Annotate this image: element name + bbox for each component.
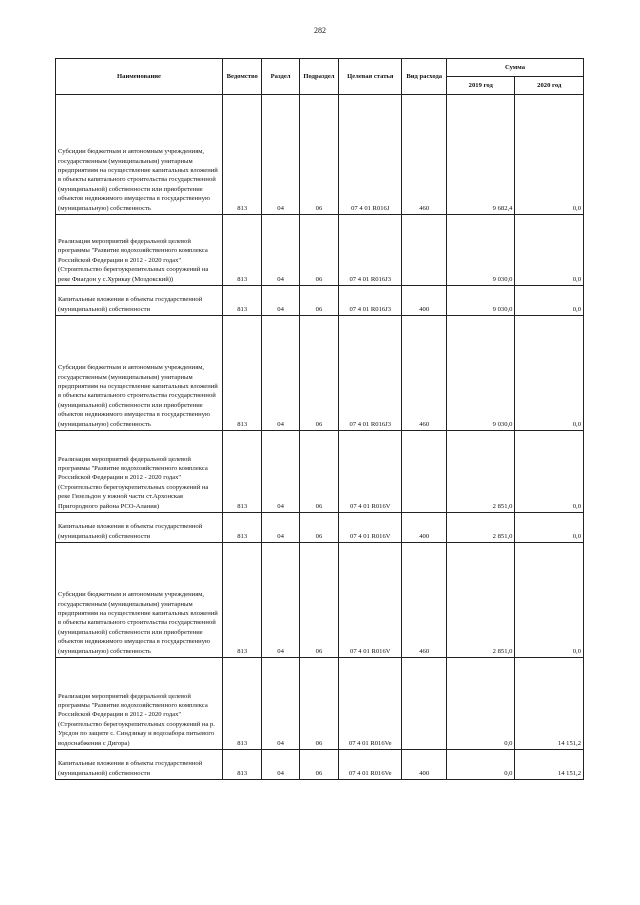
row-name: Реализация мероприятий федеральной целевой программы "Развитие водохозяйственного комплекса Российской Федерации в 2012 - 2020 годах" (Строительство берегоукрепительных сооружений на реке Гизельдон у южной части ст.Архонская Пригородного района РСО-Алания)	[56, 431, 223, 513]
row-sum-2020: 0,0	[515, 316, 584, 431]
row-department: 813	[223, 513, 262, 543]
row-sum-2020: 0,0	[515, 543, 584, 658]
row-target-item: 07 4 01 R016J3	[339, 215, 402, 286]
row-sum-2019: 9 682,4	[447, 95, 515, 215]
row-department: 813	[223, 658, 262, 750]
table-row	[56, 543, 584, 658]
row-sum-2020: 0,0	[515, 286, 584, 316]
row-sum-2020: 0,0	[515, 95, 584, 215]
row-sum-2020: 0,0	[515, 513, 584, 543]
row-name: Субсидии бюджетным и автономным учреждениям, государственным (муниципальным) унитарным предприятиям на осуществление капитальных вложений в объекты капитального строительства государственной (муниципальной) собственности или приобретение объектов недвижимого имущества в государственную (муниципальную) собственность	[56, 543, 223, 658]
table-row	[56, 95, 584, 215]
row-sum-2019: 2 851,0	[447, 431, 515, 513]
row-sum-2019: 9 030,0	[447, 316, 515, 431]
table-header	[56, 59, 584, 95]
table-row	[56, 658, 584, 750]
row-section: 04	[262, 95, 299, 215]
row-section: 04	[262, 513, 299, 543]
header-name: Наименование	[56, 59, 223, 95]
row-expense-type: 460	[402, 95, 447, 215]
header-department: Ведомство	[223, 59, 262, 95]
row-target-item: 07 4 01 R016V	[339, 431, 402, 513]
row-section: 04	[262, 286, 299, 316]
row-department: 813	[223, 215, 262, 286]
row-expense-type: 460	[402, 543, 447, 658]
header-section: Раздел	[262, 59, 299, 95]
row-target-item: 07 4 01 R016J	[339, 95, 402, 215]
row-subsection: 06	[299, 750, 338, 780]
row-subsection: 06	[299, 431, 338, 513]
row-target-item: 07 4 01 R016V	[339, 513, 402, 543]
header-sum: Сумма	[447, 59, 584, 77]
row-section: 04	[262, 658, 299, 750]
row-name: Субсидии бюджетным и автономным учреждениям, государственным (муниципальным) унитарным предприятиям на осуществление капитальных вложений в объекты капитального строительства государственной (муниципальной) собственности или приобретение объектов недвижимого имущества в государственную (муниципальную) собственность	[56, 316, 223, 431]
row-subsection: 06	[299, 95, 338, 215]
row-section: 04	[262, 750, 299, 780]
row-section: 04	[262, 431, 299, 513]
table-row	[56, 750, 584, 780]
row-subsection: 06	[299, 658, 338, 750]
row-department: 813	[223, 431, 262, 513]
row-subsection: 06	[299, 286, 338, 316]
budget-table	[55, 58, 584, 780]
row-expense-type	[402, 431, 447, 513]
header-expense-type: Вид расхода	[402, 59, 447, 95]
header-year-2019: 2019 год	[447, 77, 515, 95]
row-department: 813	[223, 95, 262, 215]
row-department: 813	[223, 543, 262, 658]
row-expense-type: 400	[402, 513, 447, 543]
row-section: 04	[262, 215, 299, 286]
table-row	[56, 431, 584, 513]
row-sum-2020: 14 151,2	[515, 750, 584, 780]
row-sum-2019: 9 030,0	[447, 286, 515, 316]
row-subsection: 06	[299, 316, 338, 431]
table-row	[56, 215, 584, 286]
row-sum-2020: 0,0	[515, 431, 584, 513]
row-name: Реализация мероприятий федеральной целевой программы "Развитие водохозяйственного комплекса Российской Федерации в 2012 - 2020 годах" (Строительство берегоукрепительных сооружений на реке Фиагдон у с.Хурикау (Моздокский))	[56, 215, 223, 286]
row-department: 813	[223, 286, 262, 316]
row-name: Капитальные вложения в объекты государственной (муниципальной) собственности	[56, 286, 223, 316]
table-row	[56, 513, 584, 543]
row-subsection: 06	[299, 513, 338, 543]
row-sum-2020: 14 151,2	[515, 658, 584, 750]
row-sum-2019: 2 851,0	[447, 513, 515, 543]
header-target-item: Целевая статья	[339, 59, 402, 95]
table-row	[56, 286, 584, 316]
table-body	[56, 95, 584, 780]
row-sum-2019: 0,0	[447, 658, 515, 750]
row-expense-type: 400	[402, 750, 447, 780]
row-name: Субсидии бюджетным и автономным учреждениям, государственным (муниципальным) унитарным предприятиям на осуществление капитальных вложений в объекты капитального строительства государственной (муниципальной) собственности или приобретение объектов недвижимого имущества в государственную (муниципальную) собственность	[56, 95, 223, 215]
row-target-item: 07 4 01 R016J3	[339, 286, 402, 316]
row-target-item: 07 4 01 R016J3	[339, 316, 402, 431]
row-name: Реализация мероприятий федеральной целевой программы "Развитие водохозяйственного комплекса Российской Федерации в 2012 - 2020 годах" (Строительство берегоукрепительных сооружений на р. Урсдон по защите с. Синдзикау и водозабора питьевого водоснабжения с Дигора)	[56, 658, 223, 750]
row-name: Капитальные вложения в объекты государственной (муниципальной) собственности	[56, 513, 223, 543]
row-sum-2019: 9 030,0	[447, 215, 515, 286]
row-target-item: 07 4 01 R016V	[339, 543, 402, 658]
row-sum-2019: 2 851,0	[447, 543, 515, 658]
row-sum-2019: 0,0	[447, 750, 515, 780]
row-department: 813	[223, 316, 262, 431]
row-sum-2020: 0,0	[515, 215, 584, 286]
row-subsection: 06	[299, 543, 338, 658]
row-expense-type: 400	[402, 286, 447, 316]
header-year-2020: 2020 год	[515, 77, 584, 95]
row-target-item: 07 4 01 R016Ve	[339, 750, 402, 780]
row-expense-type: 460	[402, 316, 447, 431]
row-department: 813	[223, 750, 262, 780]
table-row	[56, 316, 584, 431]
row-section: 04	[262, 543, 299, 658]
header-subsection: Подраздел	[299, 59, 338, 95]
row-expense-type	[402, 215, 447, 286]
page-number: 282	[314, 26, 326, 35]
row-expense-type	[402, 658, 447, 750]
row-subsection: 06	[299, 215, 338, 286]
row-name: Капитальные вложения в объекты государственной (муниципальной) собственности	[56, 750, 223, 780]
row-target-item: 07 4 01 R016Ve	[339, 658, 402, 750]
row-section: 04	[262, 316, 299, 431]
